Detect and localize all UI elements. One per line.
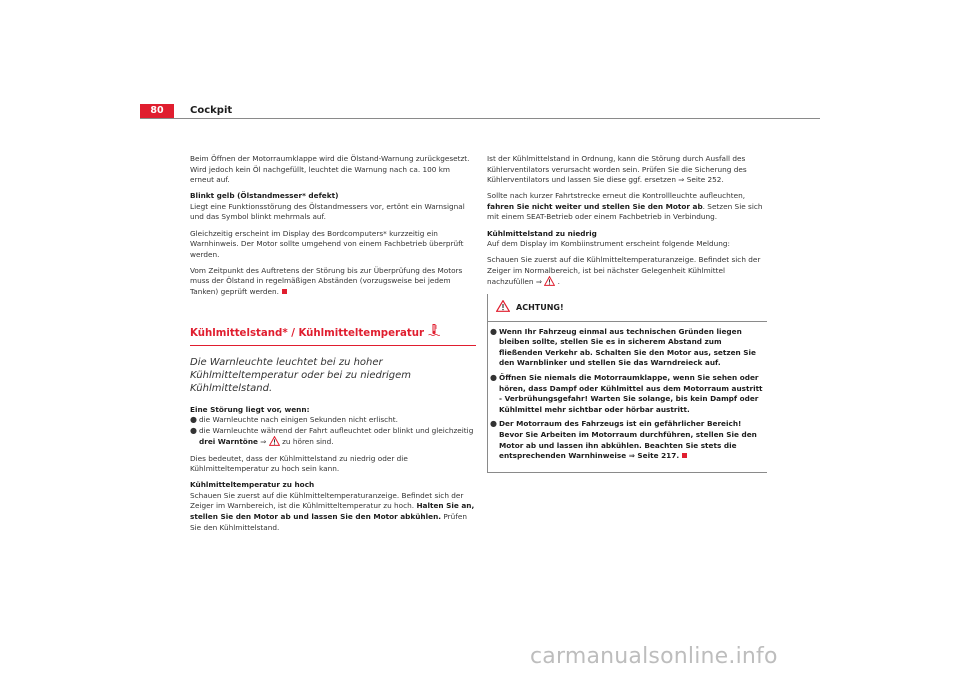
- warning-box: [487, 294, 767, 473]
- subheading-blinkt-gelb: Blinkt gelb (Ölstandmesser* defekt): [190, 191, 339, 201]
- paragraph-text: Schauen Sie zuerst auf die Kühlmitteltemperaturanzeige. Befindet sich der Zeiger im Warnbereich, ist die Kühlmitteltemperatur zu hoch.: [190, 490, 464, 511]
- reference-arrow: ⇒: [260, 437, 267, 447]
- watermark: carmanualsonline.info: [530, 644, 778, 669]
- paragraph: Gleichzeitig erscheint im Display des Bordcomputers* kurzzeitig ein Warnhinweis. Der Motor sollte umgehend von einem Fachbetrieb überprüft werden.: [190, 228, 464, 259]
- right-column: [487, 154, 767, 473]
- coolant-thermometer-icon: [428, 328, 440, 339]
- subheading-stoerung: Eine Störung liegt vor, wenn:: [190, 404, 310, 414]
- section-divider: [190, 345, 476, 346]
- warning-triangle-icon: [544, 277, 557, 286]
- section-title-text: Kühlmittelstand* / Kühlmitteltemperatur: [190, 327, 425, 339]
- list-item: [488, 373, 767, 415]
- paragraph: Liegt eine Funktionsstörung des Ölstandmessers vor, ertönt ein Warnsignal und das Symbol blinkt mehrmals auf.: [190, 201, 465, 222]
- bullet-icon: ●: [490, 373, 497, 382]
- subheading-temperatur-hoch: Kühlmitteltemperatur zu hoch: [190, 480, 315, 490]
- list-item-text: Der Motorraum des Fahrzeugs ist ein gefährlicher Bereich! Bevor Sie Arbeiten im Motorraum durchführen, stellen Sie den Motor ab und lassen ihn abkühlen. Beachten Sie stets die entsprechenden Warnhinweise: [499, 419, 757, 461]
- list-item: [488, 419, 767, 461]
- warning-triangle-icon: [269, 437, 282, 446]
- paragraph-text: Vom Zeitpunkt des Auftretens der Störung bis zur Überprüfung des Motors muss der Ölstand in regelmäßigen Abständen (vorzugsweise bei jedem Tanken) geprüft werden.: [190, 265, 463, 297]
- warning-box-divider: [488, 321, 767, 322]
- paragraph: Ist der Kühlmittelstand in Ordnung, kann die Störung durch Ausfall des Kühlerventilators verursacht worden sein. Prüfen Sie die Sicherung des Kühlerventilators und lassen Sie diese ggf. ersetzen ⇒ Seite 252.: [487, 154, 747, 185]
- end-of-section-icon: [282, 289, 287, 294]
- bullet-icon: ●: [490, 326, 497, 336]
- list-item-text: Wenn Ihr Fahrzeug einmal aus technischen Gründen liegen bleiben sollte, stellen Sie es in sicherem Abstand zum fließenden Verkehr ab. Schalten Sie den Motor aus, setzen Sie den Warnblinker und stellen Sie das Warndreieck auf.: [499, 326, 756, 368]
- list-item-text: zu hören sind.: [282, 437, 334, 447]
- section-title: [190, 324, 476, 340]
- warning-box-title: ACHTUNG!: [516, 302, 564, 312]
- list-item-content: [199, 426, 476, 448]
- paragraph: Auf dem Display im Kombiinstrument erscheint folgende Meldung:: [487, 239, 730, 249]
- paragraph-text: . Setzen Sie sich mit einem SEAT-Betrieb oder einem Fachbetrieb in Verbindung.: [487, 201, 763, 222]
- paragraph: Beim Öffnen der Motorraumklappe wird die Ölstand-Warnung zurückgesetzt. Wird jedoch kein Öl nachgefüllt, leuchtet die Warnung nach ca. 100 km erneut auf.: [190, 154, 470, 185]
- paragraph-text: .: [557, 277, 560, 287]
- bullet-icon: ●: [190, 425, 197, 435]
- warning-box-header: [488, 294, 767, 316]
- paragraph: Dies bedeutet, dass der Kühlmittelstand zu niedrig oder die Kühlmitteltemperatur zu hoch sein kann.: [190, 453, 408, 474]
- list-item: [190, 426, 476, 448]
- page-reference-link[interactable]: ⇒ Seite 217.: [628, 451, 680, 461]
- bullet-icon: ●: [490, 419, 497, 429]
- emphasis-text: fahren Sie nicht weiter und stellen Sie den Motor ab: [487, 201, 703, 211]
- paragraph-text: Sollte nach kurzer Fahrtstrecke erneut die Kontrollleuchte aufleuchten,: [487, 191, 746, 201]
- header-divider: [140, 118, 820, 119]
- section-lead: Die Warnleuchte leuchtet bei zu hoher Kühlmitteltemperatur oder bei zu niedrigem Kühlmittelstand.: [190, 356, 412, 394]
- subheading-stand-niedrig: Kühlmittelstand zu niedrig: [487, 228, 597, 238]
- paragraph: [190, 266, 476, 298]
- reference-arrow: ⇒: [535, 277, 543, 287]
- list-item-text: die Warnleuchte während der Fahrt aufleuchtet oder blinkt und gleichzeitig: [199, 425, 474, 435]
- bullet-icon: ●: [190, 415, 197, 425]
- warning-triangle-icon: [496, 300, 510, 316]
- end-of-section-icon: [682, 453, 687, 458]
- emphasis-text: Halten Sie an, stellen Sie den Motor ab und lassen Sie den Motor abkühlen.: [190, 501, 475, 521]
- list-item: [190, 415, 476, 426]
- paragraph-text: Prüfen Sie den Kühlmittelstand.: [190, 511, 467, 532]
- paragraph: [487, 255, 767, 288]
- page-number-badge: 80: [140, 104, 174, 118]
- paragraph-text: Schauen Sie zuerst auf die Kühlmitteltemperaturanzeige. Befindet sich der Zeiger im Normalbereich, ist bei nächster Gelegenheit Kühlmittel nachzufüllen: [487, 255, 761, 287]
- left-column: [190, 154, 476, 539]
- list-item-text: die Warnleuchte nach einigen Sekunden nicht erlischt.: [199, 415, 398, 425]
- paragraph: [487, 191, 767, 223]
- page-title: Cockpit: [190, 105, 233, 116]
- list-item: [488, 327, 767, 369]
- list-item-text: Öffnen Sie niemals die Motorraumklappe, wenn Sie sehen oder hören, dass Dampf oder Kühlmittel aus dem Motorraum austritt - Verbrühungsgefahr! Warten Sie solange, bis kein Dampf oder Kühlmittel mehr sichtbar oder hörbar austritt.: [499, 373, 763, 414]
- emphasis-text: drei Warntöne: [199, 437, 258, 447]
- paragraph: [190, 491, 476, 533]
- list-item-content: [499, 419, 767, 461]
